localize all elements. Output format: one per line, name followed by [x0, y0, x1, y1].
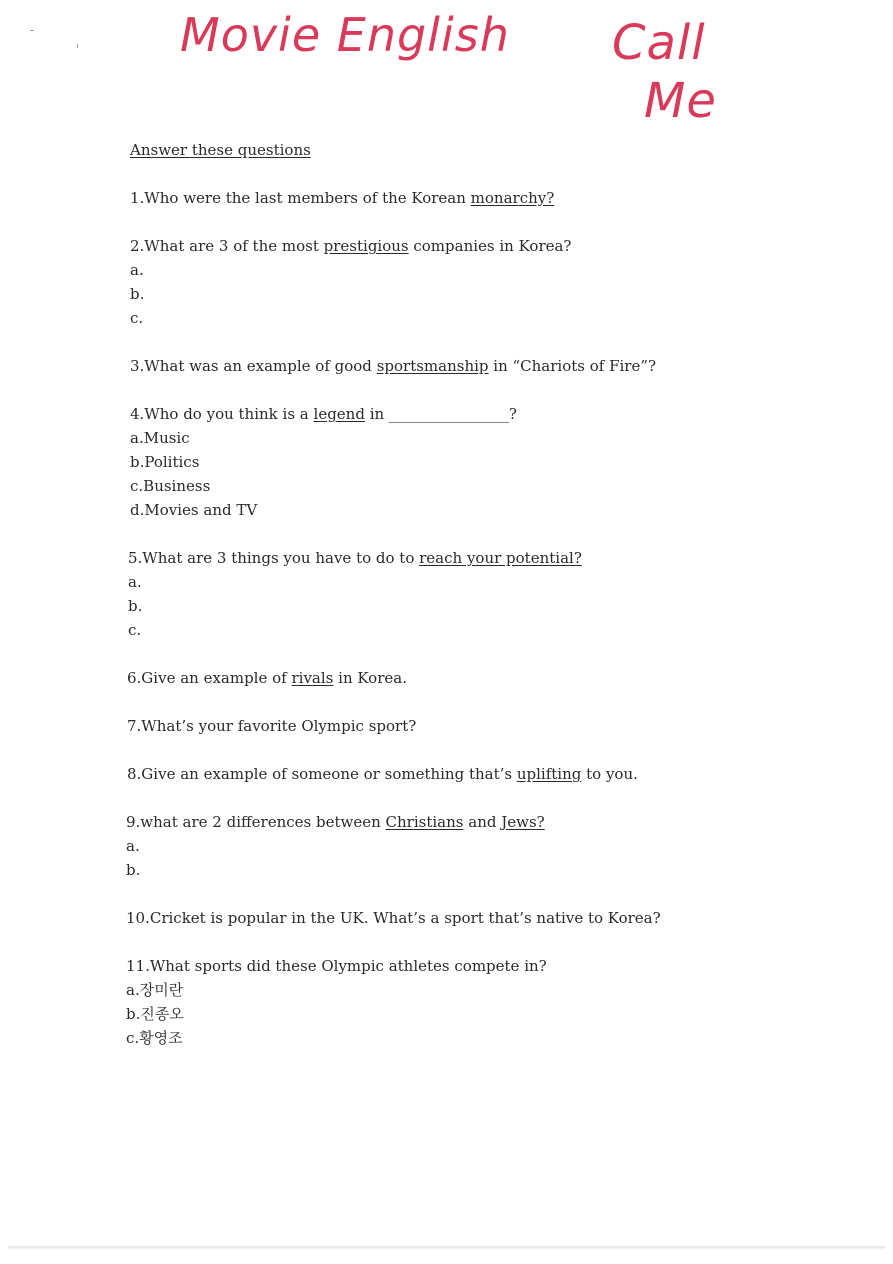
question-6	[127, 669, 407, 687]
scan-speck	[30, 30, 34, 31]
answer-line: b.	[126, 861, 141, 879]
scan-speck	[77, 44, 78, 48]
answer-line: c.황영조	[126, 1029, 183, 1047]
handwritten-note	[612, 14, 717, 130]
question-text: 6.Give an example of	[127, 669, 292, 687]
question-4	[130, 405, 517, 423]
question-text: 5.What are 3 things you have to do to	[128, 549, 420, 567]
vocab-term: Jews?	[501, 813, 545, 831]
answer-line: c.	[130, 309, 144, 327]
question-2	[130, 237, 571, 255]
question-text: in Korea.	[333, 669, 407, 687]
answer-line: d.Movies and TV	[130, 501, 258, 519]
question-text: 9.what are 2 differences between	[126, 813, 386, 831]
question-10: 10.Cricket is popular in the UK. What’s a sport that’s native to Korea?	[126, 909, 661, 927]
vocab-term: legend	[313, 405, 365, 423]
vocab-term: Christians	[385, 813, 464, 831]
question-text: to you.	[581, 765, 638, 783]
answer-line: b.	[130, 285, 145, 303]
question-1	[130, 189, 554, 207]
question-text: 4.Who do you think is a	[130, 405, 314, 423]
answer-line: b.진종오	[126, 1005, 184, 1023]
answer-line: a.Music	[130, 429, 190, 447]
question-9	[126, 813, 545, 831]
question-text: 3.What was an example of good	[130, 357, 377, 375]
section-heading: Answer these questions	[130, 141, 311, 159]
answer-line: a.	[128, 573, 142, 591]
question-8	[127, 765, 638, 783]
answer-line: c.Business	[130, 477, 211, 495]
question-text: companies in Korea?	[408, 237, 572, 255]
question-3	[130, 357, 656, 375]
answer-line: b.Politics	[130, 453, 200, 471]
answer-line: a.장미란	[126, 981, 184, 999]
question-5	[128, 549, 582, 567]
question-text: in “Chariots of Fire”?	[488, 357, 657, 375]
vocab-term: sportsmanship	[376, 357, 489, 375]
handwritten-note-line1: Call	[612, 15, 706, 71]
vocab-term: prestigious	[323, 237, 409, 255]
vocab-term: uplifting	[516, 765, 582, 783]
scan-edge	[8, 1246, 885, 1249]
question-text: 1.Who were the last members of the Korean	[130, 189, 471, 207]
handwritten-title: Movie English	[180, 8, 510, 62]
vocab-term: reach your potential?	[419, 549, 582, 567]
question-text: 8.Give an example of someone or something that’s	[127, 765, 517, 783]
question-11: 11.What sports did these Olympic athletes compete in?	[126, 957, 547, 975]
answer-line: a.	[126, 837, 140, 855]
answer-line: a.	[130, 261, 144, 279]
answer-line: b.	[128, 597, 143, 615]
question-text: 2.What are 3 of the most	[130, 237, 324, 255]
answer-line: c.	[128, 621, 142, 639]
question-text: in ________________?	[364, 405, 517, 423]
question-text: and	[463, 813, 502, 831]
handwritten-note-line2: Me	[644, 73, 717, 129]
vocab-term: monarchy?	[470, 189, 555, 207]
vocab-term: rivals	[291, 669, 334, 687]
question-7: 7.What’s your favorite Olympic sport?	[127, 717, 417, 735]
